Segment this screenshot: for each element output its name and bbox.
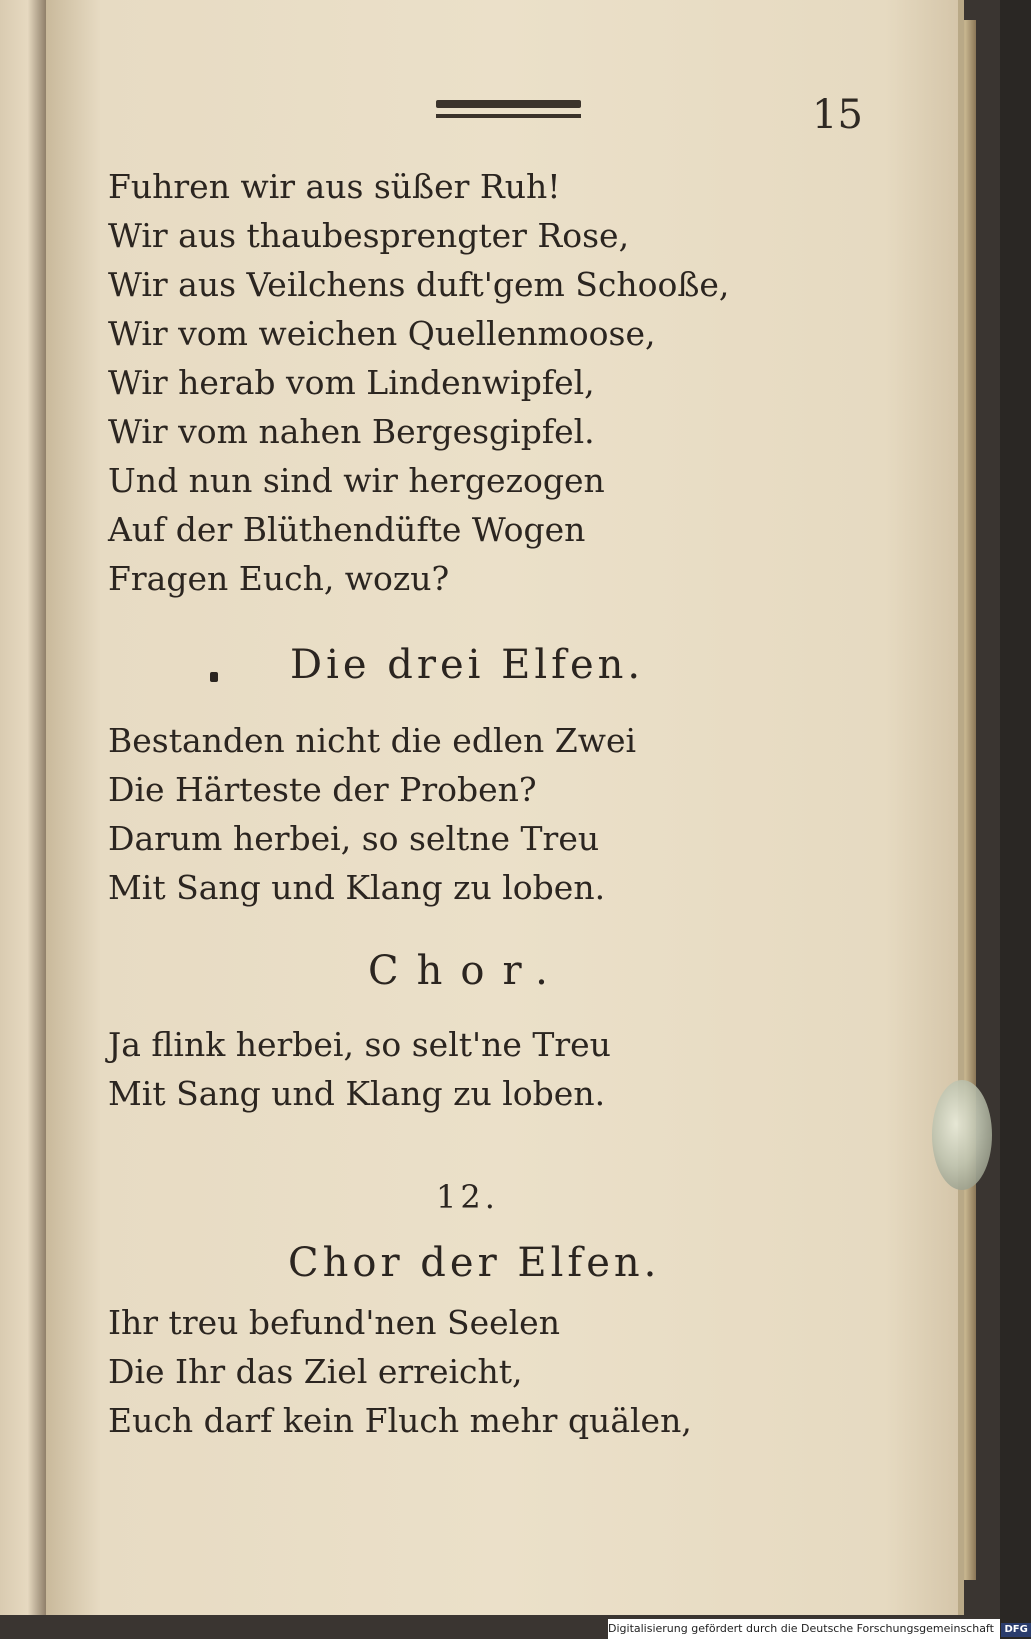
stanza-4 bbox=[108, 1298, 692, 1445]
verse-line: Darum herbei, so seltne Treu bbox=[108, 819, 600, 858]
verse-line: Fragen Euch, wozu? bbox=[108, 559, 450, 598]
dfg-logo: DFG bbox=[1001, 1623, 1030, 1637]
stanza-2 bbox=[108, 716, 636, 912]
verse-line: Ja flink herbei, so selt'ne Treu bbox=[108, 1025, 611, 1064]
verse-line: Mit Sang und Klang zu loben. bbox=[108, 868, 606, 907]
verse-line: Auf der Blüthendüfte Wogen bbox=[108, 510, 586, 549]
verse-line: Wir vom nahen Bergesgipfel. bbox=[108, 412, 595, 451]
verse-line: Wir herab vom Lindenwipfel, bbox=[108, 363, 595, 402]
header-ornament bbox=[436, 100, 581, 122]
footer-text: Digitalisierung gefördert durch die Deutsche Forschungsgemeinschaft bbox=[608, 1622, 994, 1635]
digitization-footer bbox=[608, 1619, 1028, 1639]
verse-line: Bestanden nicht die edlen Zwei bbox=[108, 721, 637, 760]
verse-line: Wir aus thaubesprengter Rose, bbox=[108, 216, 630, 255]
verse-line: Die Ihr das Ziel erreicht, bbox=[108, 1352, 523, 1391]
verse-line: Ihr treu befund'nen Seelen bbox=[108, 1303, 560, 1342]
heading-chor-der-elfen: Chor der Elfen. bbox=[288, 1240, 661, 1286]
verse-line: Die Härteste der Proben? bbox=[108, 770, 537, 809]
facing-page-edge bbox=[0, 0, 46, 1615]
stanza-1 bbox=[108, 162, 729, 603]
heading-chor: Chor. bbox=[368, 948, 566, 994]
verse-line: Wir aus Veilchens duft'gem Schooße, bbox=[108, 265, 730, 304]
section-number: 12. bbox=[436, 1178, 499, 1216]
paper-clip bbox=[932, 1080, 992, 1190]
page-number: 15 bbox=[812, 92, 863, 138]
heading-die-drei-elfen: Die drei Elfen. bbox=[290, 642, 645, 688]
verse-line: Fuhren wir aus süßer Ruh! bbox=[108, 167, 561, 206]
verse-line: Euch darf kein Fluch mehr quälen, bbox=[108, 1401, 692, 1440]
bullet-mark bbox=[210, 672, 218, 682]
verse-line: Mit Sang und Klang zu loben. bbox=[108, 1074, 606, 1113]
verse-line: Wir vom weichen Quellenmoose, bbox=[108, 314, 656, 353]
verse-line: Und nun sind wir hergezogen bbox=[108, 461, 605, 500]
stanza-3 bbox=[108, 1020, 611, 1118]
